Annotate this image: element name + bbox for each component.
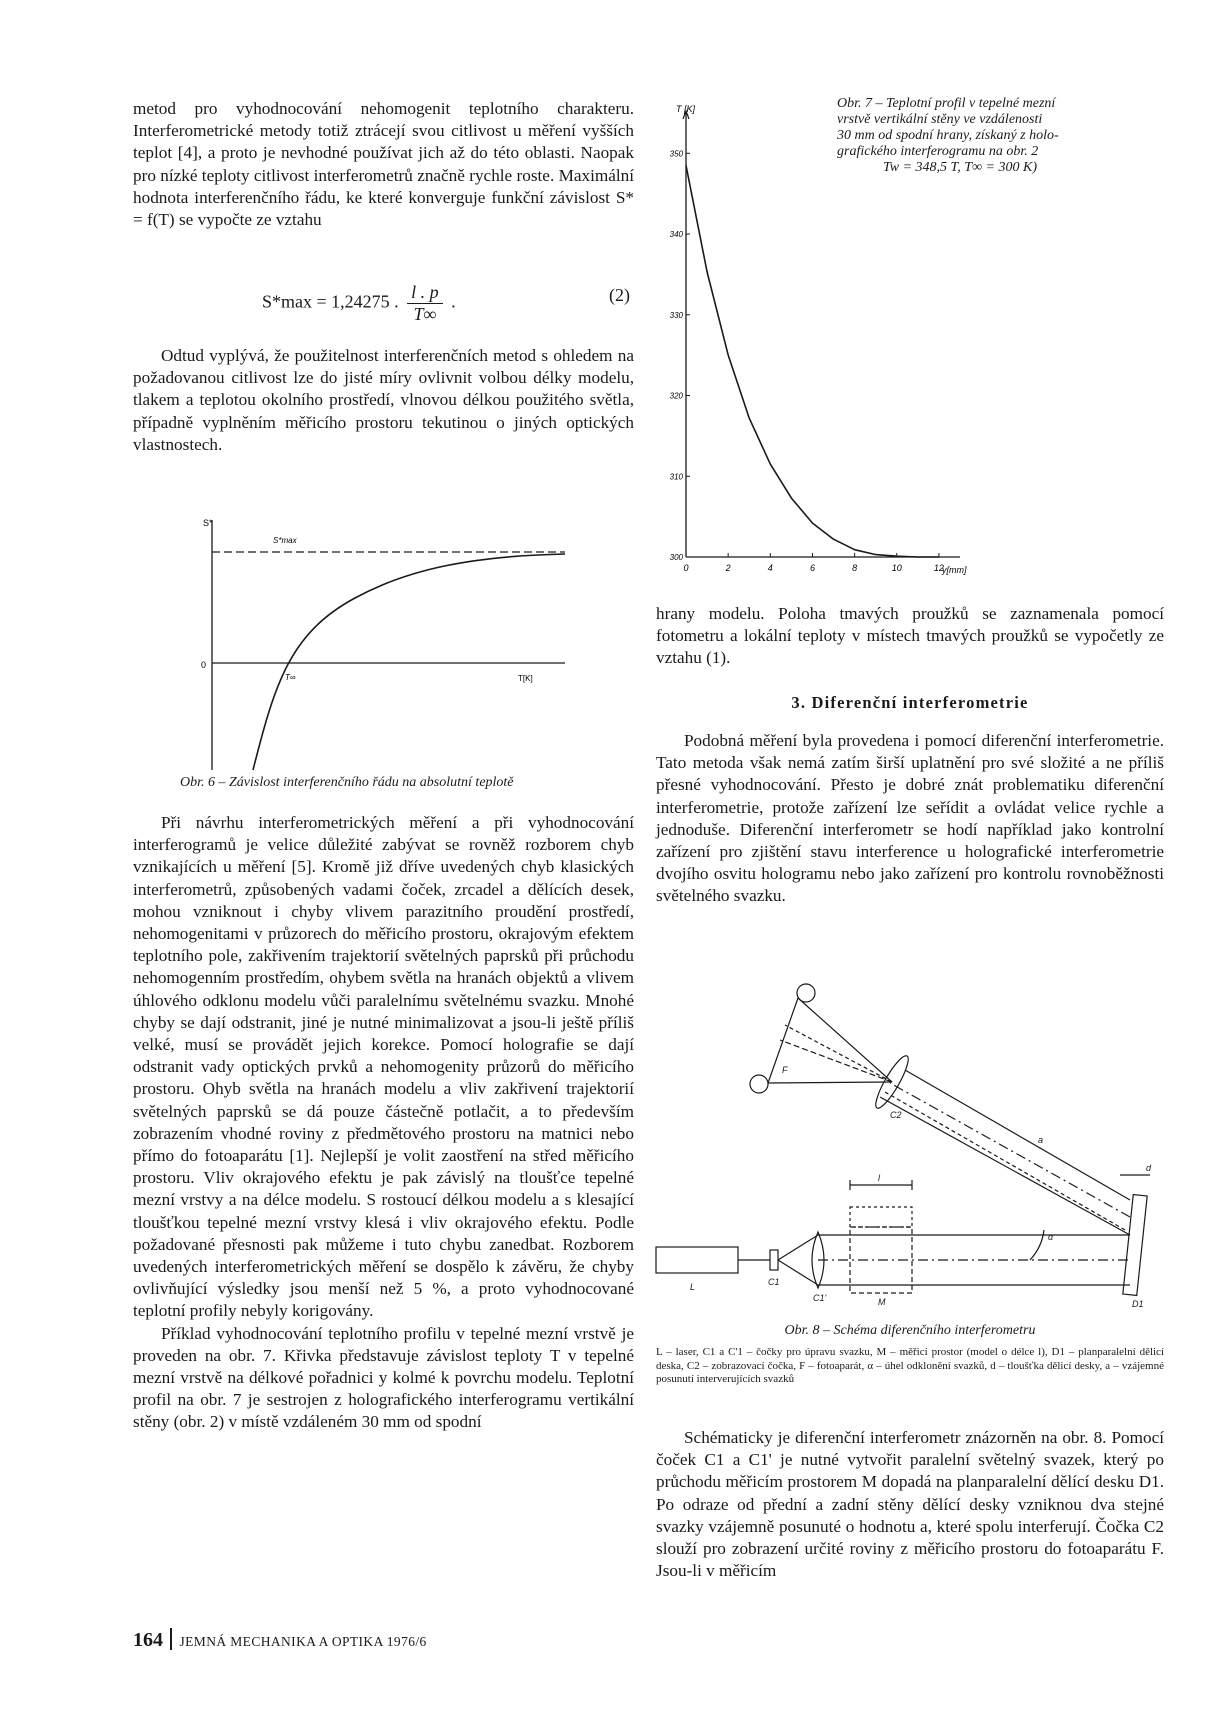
label-C1p: C1' — [813, 1293, 827, 1303]
caption-line: 30 mm od spodní hrany, získaný z holo- — [837, 128, 1059, 143]
paragraph: Schématicky je diferenční interferometr znázorněn na obr. 8. Pomocí čoček C1 a C1' je nutné vytvořit paralelní světelný svazek, který po průchodu měřicím prostorem M dopadá na planparalelní dělící desku D1. Po odraze od přední a zadní stěny dělící desky vzniknou dva stejné svazky vzájemně posunuté o hodnotu a, které spolu interferují. Čočka C2 slouží pro zobrazení určité roviny z měřicího prostoru do fotoaparátu F. Jsou-li v měřicím — [656, 1428, 1164, 1581]
right-column-p2 — [656, 730, 1164, 908]
laser-body — [656, 1247, 738, 1273]
fig7-y-tick-label: 320 — [669, 391, 683, 401]
label-d: d — [1146, 1163, 1152, 1173]
equation-numerator: l . p — [407, 282, 443, 304]
fig7-x-tick-label: 2 — [725, 563, 731, 573]
paragraph: hrany modelu. Poloha tmavých proužků se zaznamenala pomocí fotometru a lokální teploty v místech tmavých proužků se vypočetly ze vztahu (1). — [656, 604, 1164, 668]
figure-6 — [195, 508, 595, 778]
figure-8 — [650, 985, 1160, 1309]
caption-line: vrstvě vertikální stěny ve vzdálenosti — [837, 112, 1043, 127]
label-M: M — [878, 1297, 886, 1307]
label-D1: D1 — [1132, 1299, 1144, 1309]
fig7-y-tick-label: 300 — [669, 553, 683, 562]
label-l: l — [878, 1173, 880, 1183]
caption-line: grafického interferogramu na obr. 2 — [837, 144, 1039, 159]
paragraph: Příklad vyhodnocování teplotního profilu v tepelné mezní vrstvě je proveden na obr. 7. Křivka představuje závislost teploty T v tepelné mezní vrstvě na délkové pořadnici y kolmé k povrchu modelu. Teplotní profil na obr. 7 je sestrojen z holografického interferogramu vertikální stěny (obr. 2) v místě vzdáleném 30 mm od spodní — [133, 1323, 634, 1432]
figure-6-caption: Obr. 6 – Závislost interferenčního řádu na absolutní teplotě — [180, 775, 514, 790]
paragraph: metod pro vyhodnocování nehomogenit teplotního charakteru. Interferometrické metody totiž ztrácejí svou citlivost u měření vyšších teplot [4], a proto je nevhodné používat jich až do této oblasti. Naopak pro nízké teploty citlivost interferometrů značně rychle roste. Maximální hodnota interferenčního řádu, ke které konverguje funkční závislost S* = f(T) se vypočte ze vztahu — [133, 99, 634, 230]
right-column — [656, 603, 1164, 670]
label-C2: C2 — [890, 1110, 902, 1120]
paragraph: Při návrhu interferometrických měření a při vyhodnocování interferogramů je velice důležité zabývat se rovněž rozborem chyb vznikajících u měření [5]. Kromě již dříve uvedených chyb klasických interferometrů, způsobených vadami čoček, zrcadel a dělících desek, mohou vzniknout i chyby vlivem parazitního proudění prostředí, nehomogenitami v průzorech do měřicího prostoru, okrajovým efektem teplotního pole, zakřivením trajektorií světelných paprsků při průchodu nehomogenním prostředím, ohybem světla na hranách objektů a vlivem úhlového odklonu modelu vůči paralelnímu světelnému svazku. Mnohé chyby se dají odstranit, jiné je nutné minimalizovat a jsou-li ještě příliš velké, musí se provádět jejich korekce. Pomocí holografie se dají odstranit vady optických prvků a nehomogenity průzorů do měřicího prostoru. Ohyb světla na hranách modelu a vliv zakřivení trajektorií světelných paprsků se dá pouze částečně potlačit, a to především zobrazením vhodné roviny z předmětového prostoru na matnici nebo přímo do fotoaparátu [1]. Nejlepší je volit zaostření na střed měřicího prostoru. Vliv okrajového efektu je pak závislý na tloušťce tepelné mezní vrstvy a na délce modelu. S rostoucí délkou modelu a s klesající tloušťkou tepelné mezní vrstvy klesá i vliv okrajového efektu. Podle požadované přesnosti pak můžeme i tuto chybu zanedbat. Rozborem uvedených interferometrických měření se dospělo k závěru, že chyby ovlivňující výsledky jsou menší než 5 %, a proto vyhodnocované teplotní profily nebyly korigovány. — [133, 813, 634, 1321]
equation-lhs: S*max = 1,24275 . — [262, 291, 399, 312]
caption-line: Obr. 7 – Teplotní profil v tepelné mezní — [837, 96, 1056, 111]
fig6-x-label: T[K] — [518, 674, 533, 683]
left-column-p2 — [133, 345, 634, 456]
fig6-y-label: S* — [203, 518, 213, 528]
page-footer — [133, 1628, 427, 1652]
figure-8-legend: L – laser, C1 a C'1 – čočky pro úpravu svazku, M – měřicí prostor (model o délce l), D1 – planparalelní dělicí deska, C2 – zobrazovací čočka, F – fotoaparát, α – úhel odklonění svazků, d – tloušťka dělicí desky, a – vzájemné posunutí interverujících svazků — [656, 1346, 1164, 1385]
equation-label: (2) — [609, 285, 630, 305]
label-a: a — [1038, 1135, 1044, 1145]
fig6-smax-label: S*max — [273, 536, 297, 545]
equation-fraction — [407, 282, 443, 325]
fig7-x-tick-label: 10 — [891, 563, 902, 573]
fig7-x-tick-label: 12 — [933, 563, 944, 573]
fig7-y-tick-label: 350 — [669, 149, 683, 159]
label-L: L — [690, 1282, 696, 1292]
fig7-y-tick-label: 340 — [669, 230, 683, 240]
footer-separator — [170, 1628, 172, 1650]
page-number: 164 — [133, 1629, 163, 1651]
right-column-p3 — [656, 1427, 1164, 1582]
fig7-y-axis-label: T [K] — [676, 104, 696, 114]
section-heading: 3. Diferenční interferometrie — [791, 693, 1029, 712]
figure-8-caption: Obr. 8 – Schéma diferenčního interferometru — [784, 1323, 1036, 1338]
fig7-x-axis-label: y[mm] — [942, 565, 967, 575]
label-F: F — [782, 1065, 788, 1075]
paragraph: Podobná měření byla provedena i pomocí diferenční interferometrie. Tato metoda však nemá zatím širší uplatnění pro své složité a ne příliš přesné vyhodnocování. Přesto je dobré znát problematiku diferenční interferometrie, protože zařízení lze seřídit a ovládat velice rychle a jednoduše. Diferenční interferometr se hodí například jako kontrolní zařízení pro zjištění stavu interference u holografické interferometrie dvojího osvitu hologramu nebo jako zařízení pro kontrolu rovnoběžnosti světelného svazku. — [656, 731, 1164, 906]
left-column-p3 — [133, 812, 634, 1434]
fig7-series-line — [686, 165, 939, 557]
label-C1: C1 — [768, 1277, 780, 1287]
fig6-tinf-label: T∞ — [285, 673, 296, 682]
label-alpha: α — [1048, 1232, 1054, 1242]
paragraph: Odtud vyplývá, že použitelnost interferenčních metod s ohledem na požadovanou citlivost lze do jisté míry ovlivnit volbou délky modelu, tlakem a teplotou okolního prostředí, vlnovou délkou použitého světla, případně vyplněním měřicího prostoru tekutinou o jiných optických vlastnostech. — [133, 346, 634, 454]
fig7-x-tick-label: 4 — [767, 563, 773, 573]
caption-line: Tw = 348,5 T, T∞ = 300 K) — [883, 160, 1037, 175]
fig7-x-tick-label: 8 — [852, 563, 858, 573]
fig7-y-tick-label: 330 — [669, 310, 683, 320]
fig7-x-tick-label: 0 — [683, 563, 689, 573]
figure-7-caption — [837, 96, 1117, 176]
fig7-x-tick-label: 6 — [809, 563, 815, 573]
left-column — [133, 98, 634, 231]
equation-denominator: T∞ — [413, 304, 437, 324]
fig7-y-tick-label: 310 — [669, 472, 683, 482]
journal-name: JEMNÁ MECHANIKA A OPTIKA 1976/6 — [179, 1634, 427, 1649]
fig6-zero-label: 0 — [201, 660, 207, 670]
equation-dot: . — [451, 291, 456, 312]
equation-2 — [262, 282, 456, 325]
